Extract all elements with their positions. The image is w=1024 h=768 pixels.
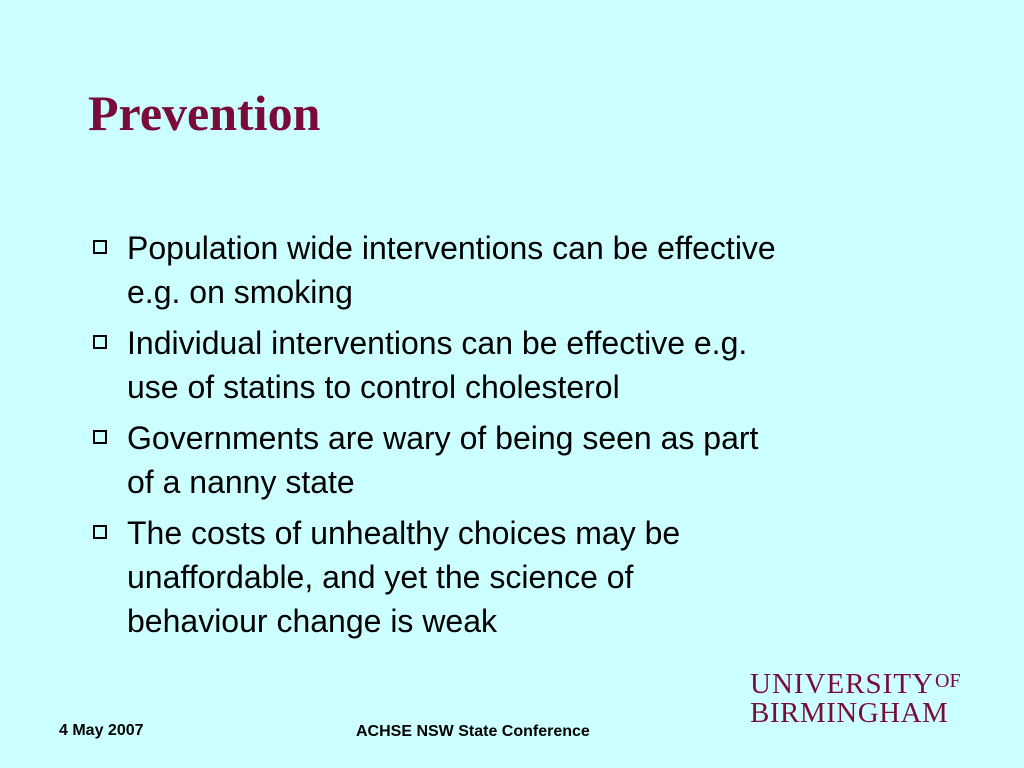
- bullet-item: [88, 321, 968, 409]
- bullet-item: [88, 511, 968, 643]
- footer-date: 4 May 2007: [59, 722, 144, 739]
- bullet-text-line: Governments are wary of being seen as part: [127, 420, 759, 456]
- bullet-text-line: use of statins to control cholesterol: [127, 369, 620, 405]
- bullet-text-line: Individual interventions can be effective e.g.: [127, 325, 748, 361]
- bullet-text-line: of a nanny state: [127, 464, 355, 500]
- footer-conference: ACHSE NSW State Conference: [356, 723, 590, 740]
- university-logo: [750, 664, 990, 730]
- hollow-square-bullet-icon: [93, 525, 107, 539]
- bullet-item: [88, 416, 968, 504]
- bullet-item: [88, 226, 968, 314]
- slide-title: Prevention: [88, 85, 321, 141]
- bullet-text-line: behaviour change is weak: [127, 603, 498, 639]
- bullet-text-line: unaffordable, and yet the science of: [127, 559, 634, 595]
- bullet-text-line: e.g. on smoking: [127, 274, 353, 310]
- bullet-text-line: Population wide interventions can be effective: [127, 230, 776, 266]
- logo-word-university: UNIVERSITY: [750, 668, 934, 700]
- logo-word-of: OF: [935, 670, 961, 692]
- bullet-list: [88, 226, 968, 650]
- bullet-text-line: The costs of unhealthy choices may be: [127, 515, 681, 551]
- hollow-square-bullet-icon: [93, 240, 107, 254]
- logo-line-birmingham: BIRMINGHAM: [750, 697, 949, 729]
- hollow-square-bullet-icon: [93, 430, 107, 444]
- hollow-square-bullet-icon: [93, 335, 107, 349]
